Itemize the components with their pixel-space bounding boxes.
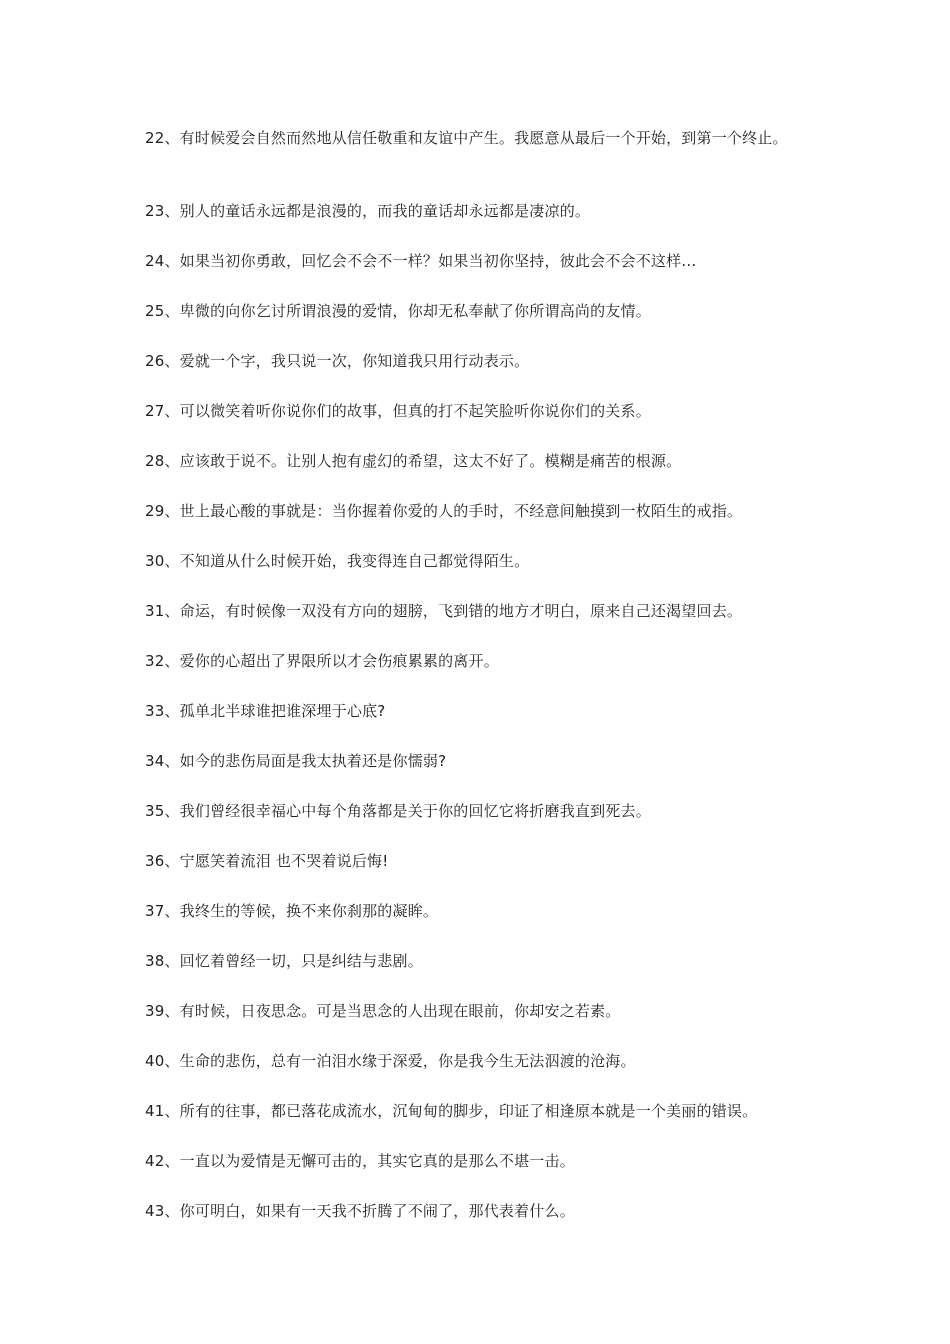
quote-32: 32、爱你的心超出了界限所以才会伤痕累累的离开。 — [145, 652, 499, 670]
quote-35: 35、我们曾经很幸福心中每个角落都是关于你的回忆它将折磨我直到死去。 — [145, 802, 651, 820]
quote-28: 28、应该敢于说不。让别人抱有虚幻的希望，这太不好了。模糊是痛苦的根源。 — [145, 452, 682, 470]
quote-33: 33、孤单北半球谁把谁深埋于心底? — [145, 702, 386, 720]
quote-23: 23、别人的童话永远都是浪漫的，而我的童话却永远都是凄凉的。 — [145, 202, 591, 220]
quote-29: 29、世上最心酸的事就是：当你握着你爱的人的手时，不经意间触摸到一枚陌生的戒指。 — [145, 502, 743, 520]
quote-40: 40、生命的悲伤，总有一泊泪水缘于深爱，你是我今生无法泅渡的沧海。 — [145, 1052, 636, 1070]
quote-25: 25、卑微的向你乞讨所谓浪漫的爱情，你却无私奉献了你所谓高尚的友情。 — [145, 302, 651, 320]
quote-42: 42、一直以为爱情是无懈可击的，其实它真的是那么不堪一击。 — [145, 1152, 575, 1170]
quote-37: 37、我终生的等候，换不来你刹那的凝眸。 — [145, 902, 439, 920]
quote-39: 39、有时候，日夜思念。可是当思念的人出现在眼前，你却安之若素。 — [145, 1002, 621, 1020]
quote-30: 30、不知道从什么时候开始，我变得连自己都觉得陌生。 — [145, 552, 530, 570]
quote-27: 27、可以微笑着听你说你们的故事，但真的打不起笑脸听你说你们的关系。 — [145, 402, 651, 420]
quote-34: 34、如今的悲伤局面是我太执着还是你懦弱? — [145, 752, 447, 770]
quote-26: 26、爱就一个字，我只说一次，你知道我只用行动表示。 — [145, 352, 530, 370]
quote-38: 38、回忆着曾经一切，只是纠结与悲剧。 — [145, 952, 423, 970]
quote-36: 36、宁愿笑着流泪 也不哭着说后悔! — [145, 852, 389, 870]
quote-43: 43、你可明白，如果有一天我不折腾了不闹了，那代表着什么。 — [145, 1202, 575, 1220]
quote-24: 24、如果当初你勇敢，回忆会不会不一样？如果当初你坚持，彼此会不会不这样… — [145, 252, 697, 270]
quote-41: 41、所有的往事，都已落花成流水，沉甸甸的脚步，印证了相逢原本就是一个美丽的错误。 — [145, 1102, 758, 1120]
quote-22: 22、有时候爱会自然而然地从信任敬重和友谊中产生。我愿意从最后一个开始，到第一个终止。 — [145, 129, 788, 147]
quote-31: 31、命运，有时候像一双没有方向的翅膀，飞到错的地方才明白，原来自己还渴望回去。 — [145, 602, 743, 620]
